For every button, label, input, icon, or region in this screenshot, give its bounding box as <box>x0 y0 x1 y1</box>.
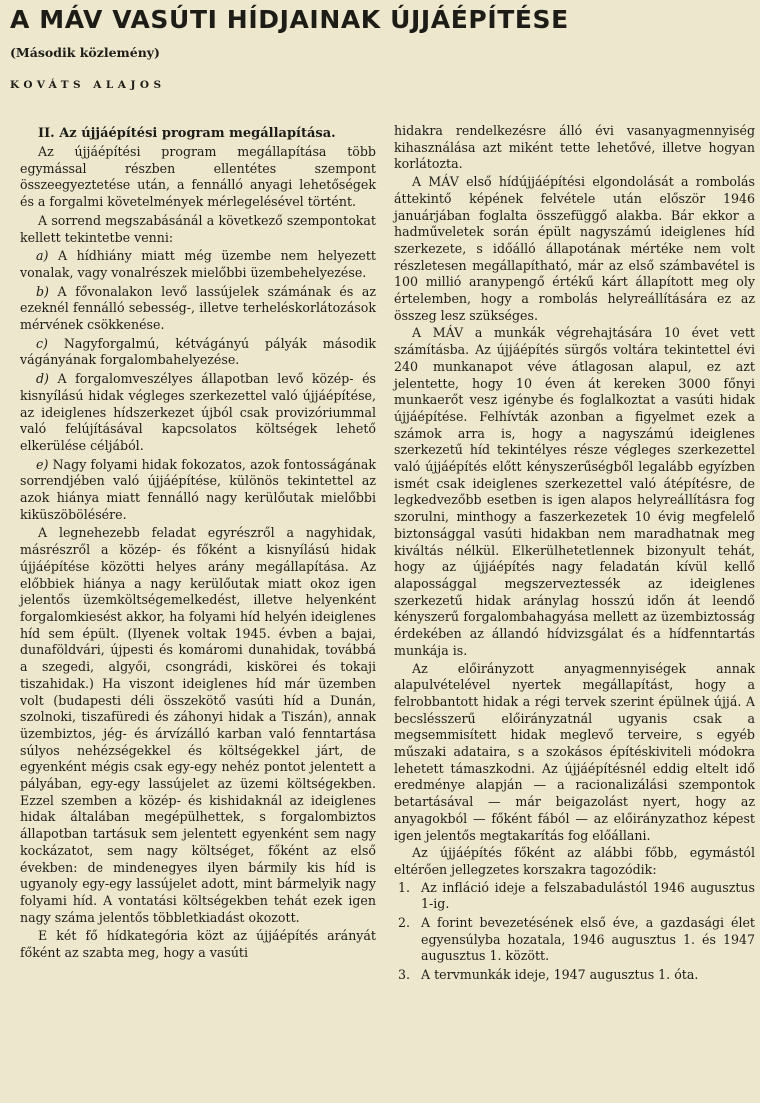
criterion-text: Nagyforgalmú, kétvágányú pályák második vágányának forgalombahelyezése. <box>20 335 376 368</box>
phase-item <box>394 967 755 984</box>
paragraph: A MÁV a munkák végrehajtására 10 évet vett számításba. Az újjáépítés sürgős voltára tekintettel évi 240 munkanapot véve átlagosan alapul, ez azt jelentette, hogy 10 éven át kereken 3000 főnyi munkaerőt vesz igénybe és foglalkoztat a vasúti hidak újjáépítése. Felhívták azonban a figyelmet ezek a számok arra is, hogy a nagyszámú ideiglenes szerkezetű híd tekintélyes része végleges szerkezettel való újjáépítés előtt kényszerűségből legalább egyízben ismét csak ideiglenes szerkezettel való átépítésre, de legkedvezőbb esetben is igen alapos helyreállításra fog szorulni, minthogy a faszerkezetek 10 évig megfelelő biztonsággal vasúti hidakban nem maradhatnak meg kiváltás nélkül. Elkerülhetetlennek bizonyult tehát, hogy az újjáépítés nagy feladatán kívül kellő alapossággal megszerveztessék az ideiglenes szerkezetű hidak aránylag hosszú időn át leendő kényszerű forgalombahagyása mellett az üzembiztosság érdekében az állandó hídvizsgálat és a hídfenntartás munkája is. <box>394 325 755 658</box>
criterion-marker: c) <box>36 335 48 351</box>
criterion-text: A fővonalakon levő lassújelek számának és az ezeknél fennálló sebesség-, illetve terheléskorlátozások mérvének csökkenése. <box>20 283 376 333</box>
right-column <box>394 123 755 986</box>
phase-text: A tervmunkák ideje, 1947 augusztus 1. óta. <box>421 967 699 983</box>
phase-number: 2. <box>398 915 411 931</box>
criterion-text: A hídhiány miatt még üzembe nem helyezett vonalak, vagy vonalrészek mielőbbi üzembehelyezése. <box>20 248 376 280</box>
criterion-item <box>20 457 376 524</box>
phase-item <box>394 880 755 913</box>
paragraph: Az előirányzott anyagmennyiségek annak alapulvételével nyertek megállapítást, hogy a felrobbantott hidak a régi tervek szerint épülnek újjá. A becslésszerű előirányzatnál ugyanis csak a megsemmisített hidak meglevő terveire, s egyéb műszaki adataira, s a szokásos építéskiviteli módokra lehetett támaszkodni. Az újjáépítésnél eddig eltelt idő eredménye alapján — a racionalizálási szempontok betartásával — már beigazolást nyert, hogy az anyagokból — főként fából — az előirányzathoz képest igen jelentős megtakarítás fog előállani. <box>394 660 755 843</box>
criterion-item <box>20 284 376 334</box>
left-column <box>20 125 376 964</box>
paragraph-continued: hidakra rendelkezésre álló évi vasanyagmennyiség kihasználása azt miként tette lehetővé, illetve hogyan korlátozta. <box>394 123 755 172</box>
criterion-text: A forgalomveszélyes állapotban levő közép- és kisnyílású hidak végleges szerkezettel való újjáépítése, az ideiglenes hídszerkezet újból csak provizóriummal való felújításával kapcsolatos költségek lehető elkerülése céljából. <box>20 371 376 453</box>
criterion-item <box>20 371 376 455</box>
criterion-marker: b) <box>36 283 49 299</box>
phase-number: 1. <box>398 879 411 895</box>
article-subtitle: (Második közlemény) <box>10 45 160 60</box>
paragraph: A legnehezebb feladat egyrészről a nagyhidak, másrészről a közép- és főként a kisnyílású hidak újjáépítése közötti helyes arány megállapítása. Az előbbiek hiánya a nagy kerülőutak miatt okoz igen jelentős üzemköltségemelkedést, illetve helyenként forgalomkiesést akkor, ha folyami híd helyén ideiglenes híd sem épült. (Ilyenek voltak 1945. évben a bajai, dunaföldvári, újpesti és komáromi dunahidak, továbbá a szegedi, algyői, csongrádi, kiskörei és tokaji tiszahidak.) Ha viszont ideiglenes híd már üzemben volt (budapesti déli összekötő vasúti híd a Dunán, szolnoki, tiszafüredi és záhonyi hidak a Tiszán), annak üzembiztos, jég- és árvízálló karban való fenntartása súlyos nehézségekkel és költségekkel járt, de egyenként mégis csak egy-egy nehéz pontot jelentett a pályában, egy-egy lassújelet az üzemi költségekben. Ezzel szemben a közép- és kishidaknál az ideiglenes hidak általában megépülhettek, s forgalombiztos állapotban tartásuk sem jelentett egyenként sem nagy kockázatot, sem nagy költséget, főként az első években: de mindenegyes ilyen bármily kis híd is ugyanoly egy-egy lassújelet adott, mint bármelyik nagy folyami híd. A vontatási költségekben tehát ezek igen nagy száma jelentős többletkiadást okozott. <box>20 525 376 925</box>
criterion-item <box>20 248 376 281</box>
criterion-marker: e) <box>36 456 49 472</box>
paragraph: Az újjáépítés főként az alábbi főbb, egymástól eltérően jellegzetes korszakra tagozódik: <box>394 845 755 877</box>
criterion-text: Nagy folyami hidak fokozatos, azok fontosságának sorrendjében való újjáépítése, különös tekintettel az azok hiánya miatt fennálló nagy kerülőutak mielőbbi kiküszöbölésére. <box>20 456 376 522</box>
criterion-item <box>20 336 376 369</box>
phase-number: 3. <box>398 967 411 983</box>
paragraph: A MÁV első hídújjáépítési elgondolását a rombolás áttekintő képének felvétele után először 1946 januárjában foglalta összefüggő alakba. Bár ekkor a hadműveletek során épült nagyszámú ideiglenes híd szerkezete, s időálló állapotának mértéke nem volt részletesen megállapítható, már az első számbavétel is 100 millió aranypengő értékű kárt állapított meg oly értelemben, hogy a rombolás helyreállítására ez az összeg lesz szükséges. <box>394 174 755 323</box>
paragraph: E két fő hídkategória közt az újjáépítés arányát főként az szabta meg, hogy a vasúti <box>20 928 376 961</box>
criterion-marker: a) <box>36 248 49 264</box>
article-title: A MÁV VASÚTI HÍDJAINAK ÚJJÁÉPÍTÉSE <box>10 5 569 34</box>
article-author: KOVÁTS ALAJOS <box>10 79 166 91</box>
phase-text: Az infláció ideje a felszabadulástól 1946 augusztus 1-ig. <box>421 879 755 912</box>
criterion-marker: d) <box>36 371 49 387</box>
paragraph: Az újjáépítési program megállapítása több egymással részben ellentétes szempont összeegyeztetése után, a fennálló anyagi lehetőségek és a forgalmi követelmények mérlegelésével történt. <box>20 144 376 210</box>
section-heading: II. Az újjáépítési program megállapítása. <box>38 126 336 141</box>
phase-list <box>394 880 755 984</box>
phase-text: A forint bevezetésének első éve, a gazdasági élet egyensúlyba hozatala, 1946 augusztus 1. és 1947 augusztus 1. között. <box>421 915 755 964</box>
paragraph: A sorrend megszabásánál a következő szempontokat kellett tekintetbe venni: <box>20 212 376 245</box>
phase-item <box>394 915 755 965</box>
